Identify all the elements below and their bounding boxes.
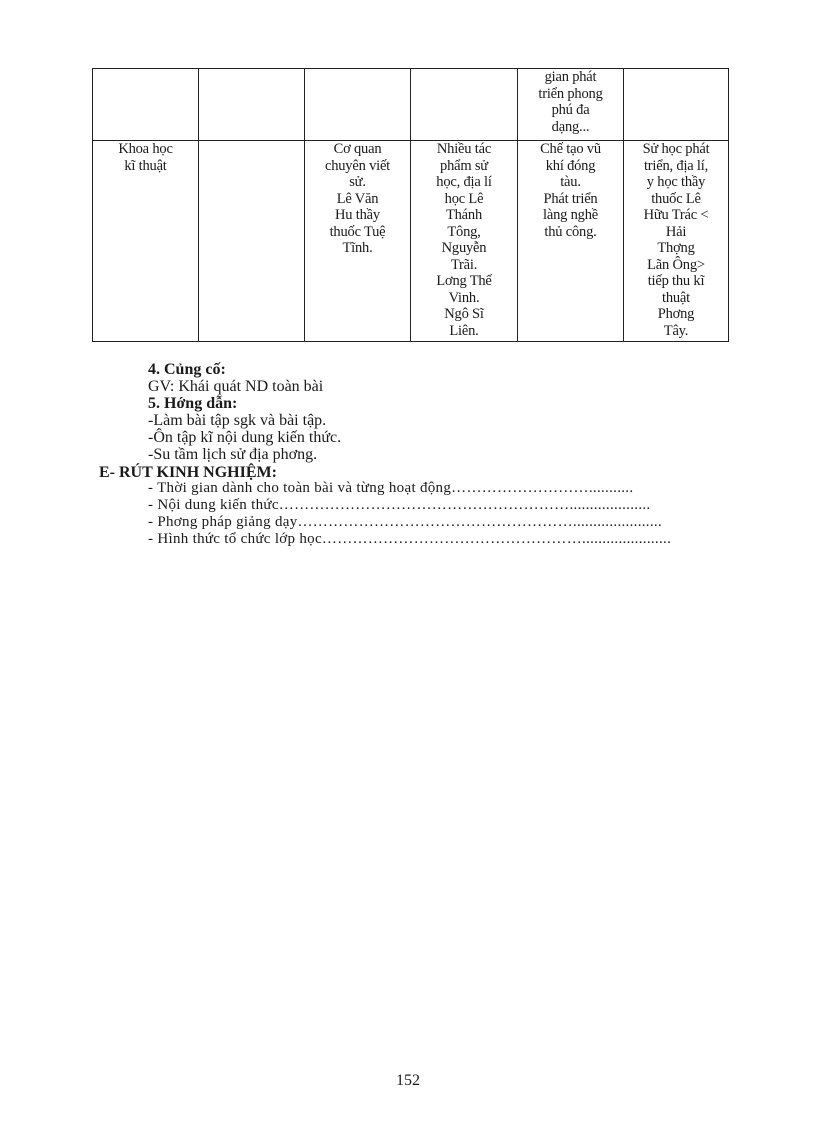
consolidation-text: GV: Khái quát ND toàn bài — [148, 378, 324, 395]
table-row — [93, 141, 729, 342]
experience-item: - Phơng pháp giảng dạy………………………………………………...................... — [148, 514, 663, 530]
table-cell: Nhiều tác phẩm sử học, địa lí học Lê Thánh Tông, Nguyễn Trãi. Lơng Thế Vinh. Ngô Sĩ Liên. — [411, 141, 518, 342]
guidance-item: -Ôn tập kĩ nội dung kiến thức. — [148, 429, 342, 446]
table-cell: gian phát triển phong phú đa dạng... — [518, 69, 624, 141]
table-cell: Cơ quan chuyên viết sử. Lê Văn Hu thầy thuốc Tuệ Tĩnh. — [305, 141, 411, 342]
page-number: 152 — [396, 1072, 420, 1089]
experience-item: - Hình thức tổ chức lớp học……………………………………………...................... — [148, 531, 672, 547]
table-cell: Sử học phát triển, địa lí, y học thầy thuốc Lê Hữu Trác < Hải Thợng Lãn Ông> tiếp thu kĩ thuật Phơng Tây. — [624, 141, 729, 342]
table-cell — [624, 69, 729, 141]
guidance-heading: 5. Hớng dẫn: — [148, 395, 238, 412]
guidance-item: -Su tầm lịch sử địa phơng. — [148, 446, 318, 463]
experience-heading: E- RÚT KINH NGHIỆM: — [99, 464, 277, 481]
content-table — [92, 68, 729, 342]
table-cell — [199, 69, 305, 141]
experience-item: - Thời gian dành cho toàn bài và từng hoạt động………………………........... — [148, 480, 634, 496]
table-cell — [411, 69, 518, 141]
table-row — [93, 69, 729, 141]
table-cell — [305, 69, 411, 141]
table-cell — [93, 69, 199, 141]
table-cell-field: Khoa học kĩ thuật — [93, 141, 199, 342]
table-cell: Chế tạo vũ khí đóng tàu. Phát triển làng nghề thủ công. — [518, 141, 624, 342]
guidance-item: -Làm bài tập sgk và bài tập. — [148, 412, 327, 429]
consolidation-heading: 4. Củng cố: — [148, 361, 226, 378]
table-cell — [199, 141, 305, 342]
experience-item: - Nội dung kiến thức………………………………………………….................... — [148, 497, 651, 513]
